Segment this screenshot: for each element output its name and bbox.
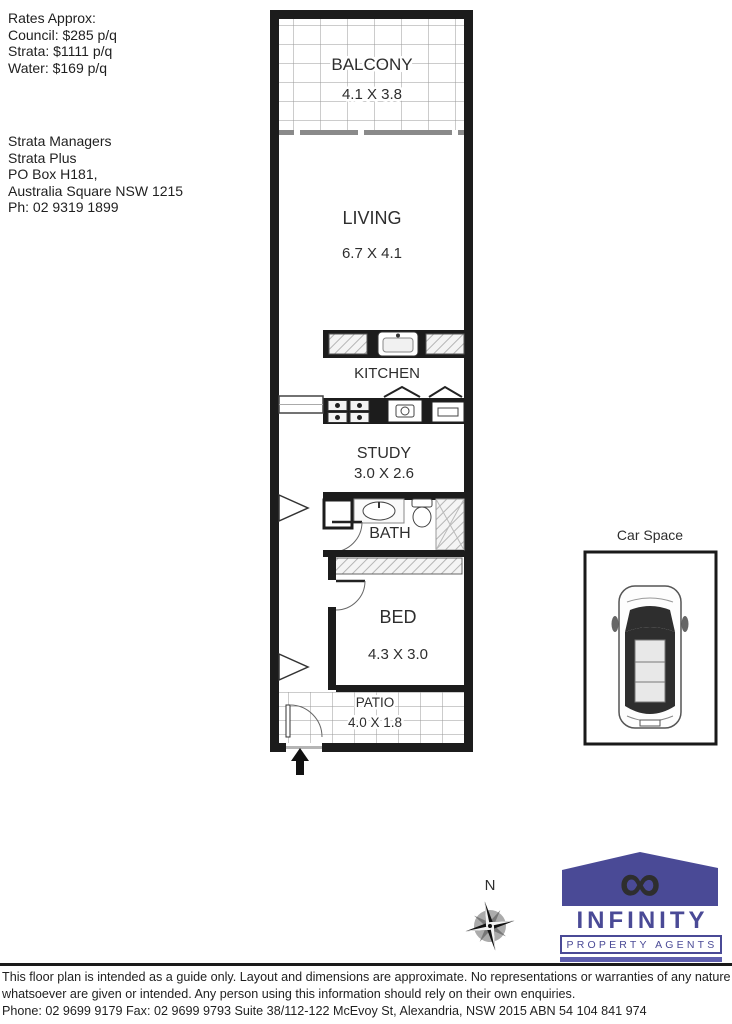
logo-bar <box>560 957 722 962</box>
kitchen-lower-counter <box>323 387 464 424</box>
disclaimer-line-1: This floor plan is intended as a guide only. Layout and dimensions are approximate. No representations or warranties of any nature <box>2 970 731 984</box>
oven-appliance <box>388 400 422 422</box>
entry-door-icon <box>279 654 308 680</box>
strata-managers-block <box>8 133 183 216</box>
living-label: LIVING <box>342 208 402 228</box>
rates-title: Rates Approx: <box>8 10 96 26</box>
compass-rose <box>460 874 524 958</box>
living-dims: 6.7 X 4.1 <box>341 245 403 262</box>
floorplan-drawing <box>266 6 478 778</box>
footer-disclaimer <box>2 969 732 1020</box>
disclaimer-line-2: whatsoever are given or intended. Any person using this information should rely on their own enquiries. <box>2 987 576 1001</box>
strata-managers-city: Australia Square NSW 1215 <box>8 182 184 199</box>
bed-label: BED <box>379 607 417 627</box>
study-label: STUDY <box>356 445 412 462</box>
wardrobe <box>334 558 462 574</box>
logo-house-icon <box>560 849 722 906</box>
infinity-icon: ∞ <box>619 850 661 906</box>
toilet <box>412 499 432 527</box>
footer-divider <box>0 963 732 966</box>
rates-strata: Strata: $1111 p/q <box>8 43 113 59</box>
shower <box>436 499 464 550</box>
rates-block <box>8 10 117 76</box>
kitchen-bench-left <box>329 334 367 354</box>
wall-bed-patio <box>336 685 464 692</box>
appliance-caret-icon <box>384 387 420 397</box>
entry-arrow-icon <box>291 748 309 775</box>
bath-label: BATH <box>369 525 411 542</box>
strata-managers-pobox: PO Box H181, <box>8 166 98 182</box>
dishwasher-appliance <box>432 402 464 422</box>
patio-label: PATIO <box>355 695 395 710</box>
logo-name: INFINITY <box>576 907 709 934</box>
wall-bath-bed <box>323 550 464 557</box>
rates-water: Water: $169 p/q <box>8 59 108 76</box>
appliance-caret-icon <box>429 387 462 397</box>
strata-managers-heading: Strata Managers <box>8 133 112 149</box>
kitchen-upper-counter <box>323 330 464 358</box>
compass-north-label: N <box>484 877 496 894</box>
entry-threshold <box>286 746 322 749</box>
kitchen-sink <box>378 332 418 356</box>
car-space-diagram <box>578 524 730 752</box>
footer-contact-line: Phone: 02 9699 9179 Fax: 02 9699 9793 Suite 38/112-122 McEvoy St, Alexandria, NSW 2015 ABN 54 104 841 974 <box>2 1004 647 1018</box>
kitchen-label: KITCHEN <box>354 365 420 382</box>
bathroom <box>324 499 464 552</box>
hall-bench <box>279 396 323 413</box>
car-icon <box>612 586 689 728</box>
balcony-tiled-floor <box>279 19 464 130</box>
bed-door <box>336 581 365 610</box>
bath-vanity <box>354 499 404 523</box>
study-dims: 3.0 X 2.6 <box>353 465 415 482</box>
wall-hall-bed <box>328 550 336 690</box>
balcony-label: BALCONY <box>331 55 413 74</box>
strata-managers-name: Strata Plus <box>8 149 77 166</box>
agency-logo <box>560 849 722 962</box>
compass-star-icon <box>460 896 519 955</box>
rates-council: Council: $285 p/q <box>8 26 117 43</box>
car-space-label: Car Space <box>616 527 684 543</box>
logo-tagline: PROPERTY AGENTS <box>560 935 722 954</box>
patio-dims: 4.0 X 1.8 <box>347 715 403 730</box>
kitchen-bench-right <box>426 334 464 354</box>
linen-closet <box>324 500 352 528</box>
hall-door-icon <box>279 495 308 521</box>
bed-dims: 4.3 X 3.0 <box>367 646 429 663</box>
balcony-sliding-door <box>279 130 464 135</box>
balcony-dims: 4.1 X 3.8 <box>341 86 403 103</box>
strata-managers-phone: Ph: 02 9319 1899 <box>8 199 119 215</box>
